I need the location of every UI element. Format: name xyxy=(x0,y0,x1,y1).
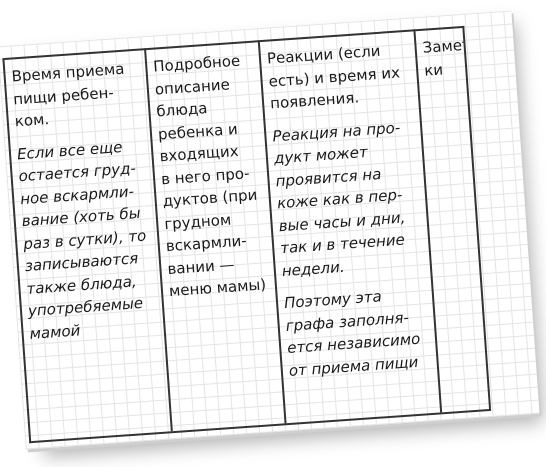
column-note-breastfeeding: Если все еще остается груд- ное вскармли- вание (хоть бы раз в сутки), то записываются также блюда, употребяемые мамой xyxy=(16,137,147,343)
paper-sheet xyxy=(0,11,539,450)
column-reactions xyxy=(260,29,442,423)
column-note-fill-independently: Поэтому эта графа заполня- ется независимо от приема пищи xyxy=(283,287,421,380)
column-header-meal-time: Время приема пищи ребен- ком. xyxy=(11,59,125,131)
column-header-reactions: Реакции (если есть) и время их появления. xyxy=(266,41,401,113)
column-header-dish-description: Подробное описание блюда ребенка и входящих в него про- дуктов (при грудном вскармли- вании — меню мамы) xyxy=(152,51,267,301)
diary-table xyxy=(2,26,491,443)
column-header-notes: Замет- ки xyxy=(422,35,477,80)
column-note-reaction-timing: Реакция на про- дукт может проявится на коже как в пер- вые часы и дни, так и в течение недели. xyxy=(271,118,406,280)
column-meal-time xyxy=(4,48,172,441)
